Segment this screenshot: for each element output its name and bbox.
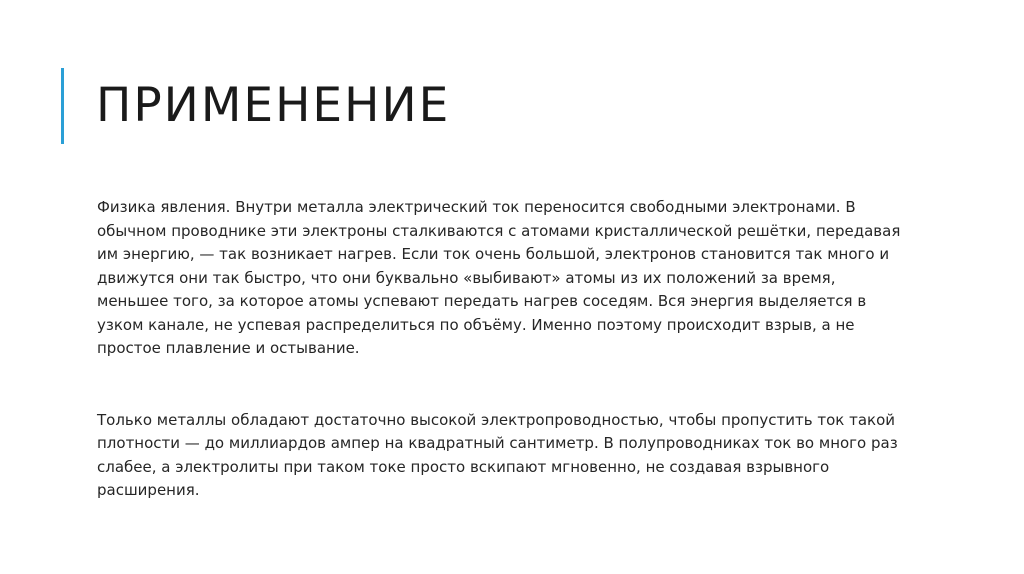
slide-title: ПРИМЕНЕНИЕ: [96, 78, 451, 133]
body-paragraph-physics: Физика явления. Внутри металла электрический ток переносится свободными электронами. В обычном проводнике эти электроны сталкиваются с атомами кристаллической решётки, передавая им энергию, — так возникает нагрев. Если ток очень большой, электронов становится так много и движутся они так быстро, что они буквально «выбивают» атомы из их положений за время, меньшее того, за которое атомы успевают передать нагрев соседям. Вся энергия выделяется в узком канале, не успевая распределиться по объёму. Именно поэтому происходит взрыв, а не простое плавление и остывание.: [97, 198, 901, 357]
body-paragraph-metals: Только металлы обладают достаточно высокой электропроводностью, чтобы пропустить ток такой плотности — до миллиардов ампер на квадратный сантиметр. В полупроводниках ток во много раз слабее, а электролиты при таком токе просто вскипают мгновенно, не создавая взрывного расширения.: [97, 410, 898, 499]
slide-body: [97, 196, 907, 503]
title-accent-bar: [61, 68, 64, 144]
